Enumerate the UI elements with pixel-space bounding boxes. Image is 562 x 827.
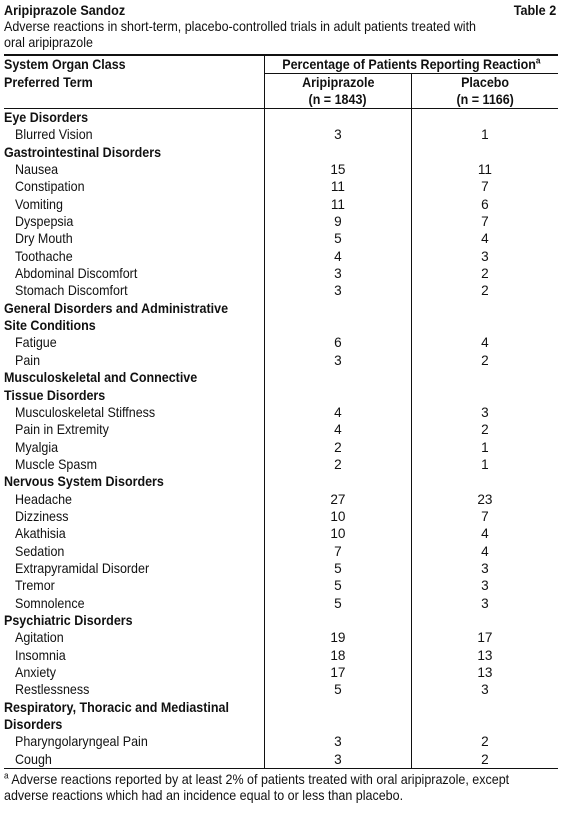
placebo-percent: 7 bbox=[411, 178, 558, 195]
table-row bbox=[4, 508, 558, 525]
system-organ-class: General Disorders and Administrative bbox=[4, 300, 229, 316]
header-arm2-n: (n = 1166) bbox=[411, 91, 558, 109]
title-row bbox=[4, 0, 558, 18]
placebo-percent bbox=[411, 109, 558, 127]
aripiprazole-percent bbox=[265, 699, 412, 716]
placebo-percent bbox=[411, 317, 558, 334]
soc-row bbox=[4, 716, 558, 733]
placebo-percent: 17 bbox=[411, 629, 558, 646]
preferred-term: Musculoskeletal Stiffness bbox=[15, 404, 156, 420]
aripiprazole-percent bbox=[265, 109, 412, 127]
footnote bbox=[4, 772, 556, 804]
table-row bbox=[4, 421, 558, 438]
aripiprazole-percent: 3 bbox=[265, 282, 412, 299]
preferred-term: Sedation bbox=[15, 543, 65, 559]
placebo-percent: 11 bbox=[411, 161, 558, 178]
table-row bbox=[4, 733, 558, 750]
preferred-term: Dyspepsia bbox=[15, 214, 74, 230]
aripiprazole-percent: 5 bbox=[265, 230, 412, 247]
aripiprazole-percent: 11 bbox=[265, 196, 412, 213]
placebo-percent: 13 bbox=[411, 664, 558, 681]
placebo-percent: 1 bbox=[411, 439, 558, 456]
placebo-percent: 3 bbox=[411, 404, 558, 421]
aripiprazole-percent: 4 bbox=[265, 421, 412, 438]
table-row bbox=[4, 352, 558, 369]
table-row bbox=[4, 456, 558, 473]
table-header bbox=[4, 56, 558, 109]
aripiprazole-percent bbox=[265, 369, 412, 386]
preferred-term: Anxiety bbox=[15, 665, 57, 680]
placebo-percent: 3 bbox=[411, 248, 558, 265]
preferred-term: Pain bbox=[15, 352, 41, 368]
system-organ-class: Eye Disorders bbox=[4, 110, 89, 125]
placebo-percent: 6 bbox=[411, 196, 558, 213]
aripiprazole-percent: 2 bbox=[265, 456, 412, 473]
table-row bbox=[4, 681, 558, 698]
table-row bbox=[4, 577, 558, 594]
aripiprazole-percent: 2 bbox=[265, 439, 412, 456]
aripiprazole-percent: 10 bbox=[265, 508, 412, 525]
preferred-term: Pharyngolaryngeal Pain bbox=[15, 734, 148, 750]
placebo-percent: 3 bbox=[411, 577, 558, 594]
table-body bbox=[4, 109, 558, 769]
soc-row bbox=[4, 109, 558, 127]
placebo-percent: 4 bbox=[411, 334, 558, 351]
caption-line-1: Adverse reactions in short-term, placebo-controlled trials in adult patients treated with bbox=[4, 19, 477, 34]
table-row bbox=[4, 560, 558, 577]
system-organ-class: Musculoskeletal and Connective bbox=[4, 370, 198, 386]
table-row bbox=[4, 664, 558, 681]
placebo-percent: 7 bbox=[411, 213, 558, 230]
aripiprazole-percent bbox=[265, 144, 412, 161]
aripiprazole-percent: 3 bbox=[265, 265, 412, 282]
product-name: Aripiprazole Sandoz bbox=[4, 2, 126, 18]
placebo-percent: 23 bbox=[411, 491, 558, 508]
placebo-percent: 2 bbox=[411, 733, 558, 750]
preferred-term: Headache bbox=[15, 491, 73, 507]
preferred-term: Vomiting bbox=[15, 196, 63, 212]
placebo-percent: 2 bbox=[411, 265, 558, 282]
bottom-rule bbox=[4, 768, 558, 769]
preferred-term: Nausea bbox=[15, 162, 59, 178]
placebo-percent: 2 bbox=[411, 751, 558, 768]
header-arm1-name: Aripiprazole bbox=[265, 74, 412, 92]
placebo-percent: 3 bbox=[411, 560, 558, 577]
aripiprazole-percent: 11 bbox=[265, 178, 412, 195]
placebo-percent bbox=[411, 144, 558, 161]
aripiprazole-percent: 6 bbox=[265, 334, 412, 351]
soc-row bbox=[4, 612, 558, 629]
system-organ-class: Tissue Disorders bbox=[4, 387, 106, 403]
aripiprazole-percent bbox=[265, 317, 412, 334]
placebo-percent: 2 bbox=[411, 352, 558, 369]
table-row bbox=[4, 334, 558, 351]
preferred-term: Restlessness bbox=[15, 682, 90, 698]
table-row bbox=[4, 629, 558, 646]
placebo-percent: 3 bbox=[411, 681, 558, 698]
aripiprazole-percent: 10 bbox=[265, 525, 412, 542]
soc-row bbox=[4, 369, 558, 386]
table-row bbox=[4, 196, 558, 213]
table-row bbox=[4, 178, 558, 195]
preferred-term: Akathisia bbox=[15, 526, 66, 542]
table-row bbox=[4, 647, 558, 664]
table-number: Table 2 bbox=[513, 2, 556, 18]
aripiprazole-percent: 19 bbox=[265, 629, 412, 646]
aripiprazole-percent: 17 bbox=[265, 664, 412, 681]
aripiprazole-percent: 4 bbox=[265, 404, 412, 421]
placebo-percent: 4 bbox=[411, 525, 558, 542]
placebo-percent: 3 bbox=[411, 595, 558, 612]
aripiprazole-percent: 18 bbox=[265, 647, 412, 664]
placebo-percent: 13 bbox=[411, 647, 558, 664]
system-organ-class: Site Conditions bbox=[4, 318, 96, 334]
aripiprazole-percent bbox=[265, 716, 412, 733]
preferred-term: Cough bbox=[15, 751, 52, 767]
aripiprazole-percent: 3 bbox=[265, 126, 412, 143]
preferred-term: Dizziness bbox=[15, 508, 69, 524]
placebo-percent bbox=[411, 612, 558, 629]
placebo-percent bbox=[411, 716, 558, 733]
aripiprazole-percent: 5 bbox=[265, 681, 412, 698]
placebo-percent bbox=[411, 699, 558, 716]
aripiprazole-percent: 5 bbox=[265, 595, 412, 612]
header-arm1-n: (n = 1843) bbox=[265, 91, 412, 109]
system-organ-class: Psychiatric Disorders bbox=[4, 612, 133, 628]
table-row bbox=[4, 213, 558, 230]
soc-row bbox=[4, 473, 558, 490]
placebo-percent: 7 bbox=[411, 508, 558, 525]
preferred-term: Insomnia bbox=[15, 647, 66, 663]
preferred-term: Fatigue bbox=[15, 335, 57, 351]
placebo-percent bbox=[411, 300, 558, 317]
table-row bbox=[4, 126, 558, 143]
preferred-term: Somnolence bbox=[15, 595, 85, 611]
preferred-term: Myalgia bbox=[15, 439, 59, 455]
preferred-term: Extrapyramidal Disorder bbox=[15, 560, 150, 576]
system-organ-class: Disorders bbox=[4, 717, 63, 733]
table-row bbox=[4, 751, 558, 768]
aripiprazole-percent: 27 bbox=[265, 491, 412, 508]
placebo-percent bbox=[411, 387, 558, 404]
table-row bbox=[4, 491, 558, 508]
header-arm2-name: Placebo bbox=[411, 74, 558, 92]
table-row bbox=[4, 248, 558, 265]
table-row bbox=[4, 282, 558, 299]
preferred-term: Abdominal Discomfort bbox=[15, 266, 138, 282]
placebo-percent: 4 bbox=[411, 230, 558, 247]
table-row bbox=[4, 230, 558, 247]
preferred-term: Agitation bbox=[15, 630, 64, 646]
header-group: Percentage of Patients Reporting Reaction$^a$ bbox=[265, 56, 559, 74]
aripiprazole-percent bbox=[265, 612, 412, 629]
caption-line-2: oral aripiprazole bbox=[4, 35, 93, 50]
header-soc: System Organ Class bbox=[4, 57, 126, 72]
preferred-term: Constipation bbox=[15, 179, 85, 195]
preferred-term: Pain in Extremity bbox=[15, 422, 109, 438]
system-organ-class: Gastrointestinal Disorders bbox=[4, 144, 162, 160]
table-row bbox=[4, 439, 558, 456]
aripiprazole-percent: 5 bbox=[265, 577, 412, 594]
aripiprazole-percent: 7 bbox=[265, 543, 412, 560]
table-caption bbox=[4, 19, 556, 51]
preferred-term: Stomach Discomfort bbox=[15, 283, 128, 299]
table-row bbox=[4, 265, 558, 282]
aripiprazole-percent: 3 bbox=[265, 751, 412, 768]
placebo-percent: 4 bbox=[411, 543, 558, 560]
soc-row bbox=[4, 144, 558, 161]
table-row bbox=[4, 404, 558, 421]
preferred-term: Blurred Vision bbox=[15, 127, 93, 143]
aripiprazole-percent bbox=[265, 473, 412, 490]
aripiprazole-percent: 15 bbox=[265, 161, 412, 178]
soc-row bbox=[4, 317, 558, 334]
placebo-percent: 2 bbox=[411, 421, 558, 438]
aripiprazole-percent: 9 bbox=[265, 213, 412, 230]
preferred-term: Tremor bbox=[15, 578, 55, 594]
system-organ-class: Nervous System Disorders bbox=[4, 474, 164, 490]
aripiprazole-percent: 5 bbox=[265, 560, 412, 577]
aripiprazole-percent: 3 bbox=[265, 733, 412, 750]
document-page bbox=[4, 0, 558, 804]
header-term: Preferred Term bbox=[4, 74, 93, 90]
aripiprazole-percent bbox=[265, 300, 412, 317]
table-row bbox=[4, 543, 558, 560]
adverse-reactions-table bbox=[4, 56, 558, 768]
preferred-term: Muscle Spasm bbox=[15, 456, 98, 472]
aripiprazole-percent: 3 bbox=[265, 352, 412, 369]
placebo-percent: 1 bbox=[411, 126, 558, 143]
footnote-marker: a bbox=[4, 770, 9, 781]
table-row bbox=[4, 595, 558, 612]
placebo-percent bbox=[411, 369, 558, 386]
aripiprazole-percent bbox=[265, 387, 412, 404]
table-row bbox=[4, 525, 558, 542]
placebo-percent bbox=[411, 473, 558, 490]
preferred-term: Toothache bbox=[15, 248, 73, 264]
table-row bbox=[4, 161, 558, 178]
system-organ-class: Respiratory, Thoracic and Mediastinal bbox=[4, 699, 229, 715]
aripiprazole-percent: 4 bbox=[265, 248, 412, 265]
soc-row bbox=[4, 300, 558, 317]
footnote-line-2: adverse reactions which had an incidence equal to or less than placebo. bbox=[4, 788, 404, 804]
soc-row bbox=[4, 387, 558, 404]
soc-row bbox=[4, 699, 558, 716]
preferred-term: Dry Mouth bbox=[15, 231, 73, 247]
footnote-line-1: $^a$ Adverse reactions reported by at least 2% of patients treated with oral aripiprazole, except bbox=[4, 770, 510, 788]
placebo-percent: 1 bbox=[411, 456, 558, 473]
placebo-percent: 2 bbox=[411, 282, 558, 299]
